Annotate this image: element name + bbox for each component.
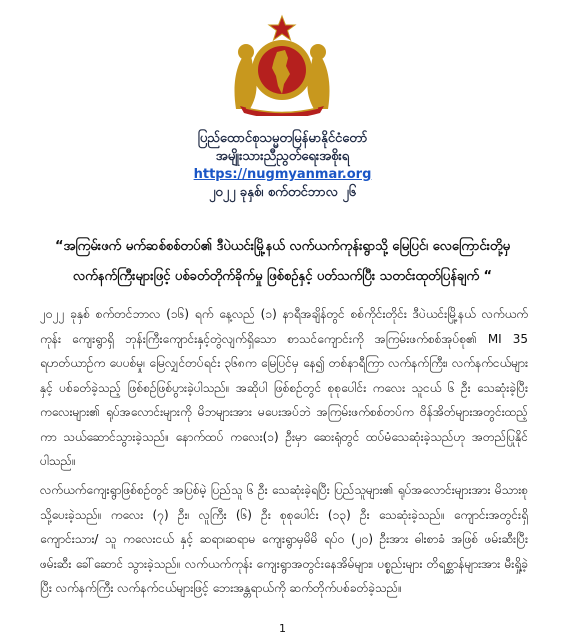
state-emblem: [222, 14, 342, 116]
paragraph-1: ၂၀၂၂ ခုနှစ် စက်တင်ဘာလ (၁၆) ရက် နေ့လည် (၁) နာရီအချိန်တွင် စစ်ကိုင်းတိုင်း ဒီပဲယင်းမြို့နယ် လက်ယက်ကုန်း ကျေးရွာရှိ ဘုန်းကြီးကျောင်းနှင့်တွဲလျက်ရှိသော စာသင်ကျောင်းကို အကြမ်းဖက်စစ်အုပ်စု၏ MI 35 ရဟတ်ယာဉ်က ပေပစ်မှု၊ မြေလျှင်တပ်ရင်း ၃၆၈က မြေပြင်မှ နေ၍ တစ်နာရီကြာ လက်နက်ကြီး၊ လက်နက်ငယ်များနှင့် ပစ်ခတ်ခဲ့သည့် ဖြစ်စဉ်ဖြစ်ပွားခဲ့ပါသည်။ အဆိုပါ ဖြစ်စဉ်တွင် စုစုပေါင်း ကလေး သူငယ် ၆ ဦး သေဆုံးခဲ့ပြီး ကလေးများ၏ ရုပ်အလောင်းများကို မိဘများအား မပေးအပ်ဘဲ အကြမ်းဖက်စစ်တပ်က ဗိန်အိတ်များအတွင်းထည့်ကာ သယ်ဆောင်သွားခဲ့သည်။ နောက်ထပ် ကလေး(၁) ဦးမှာ ဆေးရုံတွင် ထပ်မံသေဆုံးခဲ့သည်ဟု အတည်ပြုနိုင်ပါသည်။: [40, 307, 528, 468]
ministry-name: ပြည်ထောင်စုသမ္မတမြန်မာနိုင်ငံတော်: [197, 131, 368, 146]
letterhead: [0, 130, 565, 202]
document-date: ၂၀၂၂ ခုနှစ်၊ စက်တင်ဘာလ ၂၆: [208, 185, 357, 200]
title-line-2: လက်နက်ကြီးများဖြင့် ပစ်ခတ်တိုက်ခိုက်မှု ဖြစ်စဉ်နှင့် ပတ်သက်ပြီး သတင်းထုတ်ပြန်ချက် “: [72, 269, 493, 284]
statement-title: [40, 232, 525, 292]
emblem-icon: [222, 14, 342, 116]
paragraph-2: လက်ယက်ကျေးရွာဖြစ်စဉ်တွင် အပြစ်မဲ့ ပြည်သူ ၆ ဦး သေဆုံးခဲ့ရပြီး ပြည်သူများ၏ ရုပ်အလောင်းများအား မိသားစုသို့ပေးခဲ့သည်။ ကလေး (၇) ဦး၊ လူကြီး (၆) ဦး စုစုပေါင်း (၁၃) ဦး သေဆုံးခဲ့သည်။ ကျောင်းအတွင်းရှိ ကျောင်းသား/ သူ ကလေးငယ် နှင့် ဆရာ၊ဆရာမ ကျေးရွာမှမိမိ ရပ်ဝ (၂၀) ဦးအား ဓါးစာခံ အဖြစ် ဖမ်းဆီးပြီး ဖမ်းဆီး ခေါ်ဆောင် သွားခဲ့သည်။ လက်ယက်ကုန်း ကျေးရွာအတွင်းနေအိမ်များ၊ ပစ္စည်းများ တိရစ္ဆာန်များအား မီးရှို့ခဲ့ပြီး လက်နက်ကြီး လက်နက်ငယ်များဖြင့် ဘေးအန္တရာယ်ကို ဆက်တိုက်ပစ်ခတ်ခဲ့သည်။: [40, 483, 528, 595]
department-name: အမျိုးသားညီညွတ်ရေးအစိုးရ: [215, 149, 350, 164]
website-link[interactable]: https://nugmyanmar.org: [193, 167, 372, 182]
title-line-1: “အကြမ်းဖက် မက်ဆစ်စစ်တပ်၏ ဒီပဲယင်းမြို့နယ် လက်ယက်ကုန်းရွာသို့ မြေပြင်၊ လေကြောင်းတို့မှ: [54, 239, 511, 254]
page-number: 1: [279, 622, 286, 635]
